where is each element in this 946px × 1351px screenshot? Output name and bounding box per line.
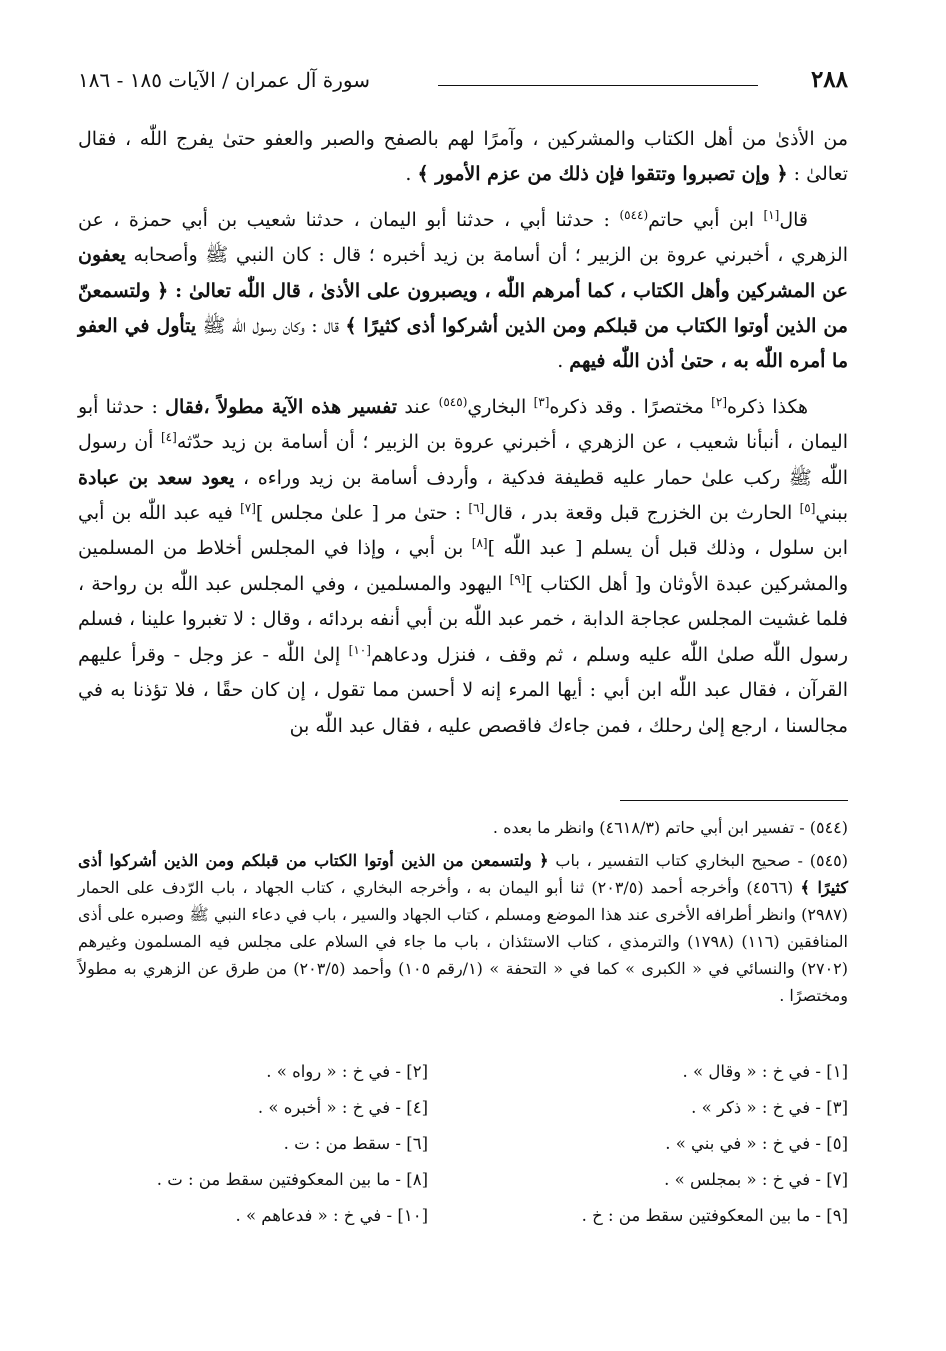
variant-note: [١] - في خ : « وقال » .: [682, 1062, 848, 1081]
text-run: أن رسول اللّٰه ﷺ ركب علىٰ حمار عليه قطيفة فدكية ، وأردف أسامة بن زيد وراءه ،: [78, 431, 848, 489]
text-run: البخاري: [467, 395, 534, 418]
header-rule: [438, 85, 758, 86]
variant-note: [٣] - في خ : « ذكر » .: [691, 1098, 848, 1117]
paragraph-1: [78, 122, 848, 193]
variant-ref: [٧]: [240, 501, 256, 516]
variant-notes: [90, 1062, 848, 1252]
variant-ref: [١]: [763, 207, 780, 222]
text-run: إلىٰ اللّٰه - عز وجل - وقرأ عليهم القرآن ، فقال عبد اللّٰه ابن أبي : أيها المرء إنه لا أحسن مما تقول ، إن كان حقًا ، فلا تؤذنا به في مجالسنا ، ارجع إلىٰ رحلك ، فمن جاءك فاقصص عليه ، فقال عبد اللّٰه بن: [78, 643, 848, 737]
quran-verse: ﴿ ولتسمعن من الذين أوتوا الكتاب من قبلكم ومن الذين أشركوا أذى كثيرًا ﴾: [78, 851, 848, 897]
variant-note: [٨] - ما بين المعكوفتين سقط من : ت .: [156, 1170, 428, 1189]
text-run: عند: [397, 395, 439, 418]
footnote-ref: (٥٤٤): [619, 207, 649, 222]
quran-verse: ﴿ ولتسمعنّ من الذين أوتوا الكتاب من قبلكم ومن الذين أشركوا أذى كثيرًا ﴾: [78, 279, 848, 338]
text-run: قال : وكان رسول اللّٰه ﷺ: [196, 315, 346, 338]
page-header: [78, 66, 848, 100]
footnotes: [78, 814, 848, 1015]
text-run: قال: [779, 208, 808, 231]
text-run: : حتىٰ مر [ علىٰ مجلس ]: [255, 502, 469, 525]
text-run: اليهود والمسلمين ، وفي المجلس عبد اللّٰه بن رواحة ، فلما غشيت المجلس عجاجة الدابة ، خمر عبد اللّٰه بن أبي أنفه بردائه ، وقال : لا تغبروا علينا ، فسلم رسول اللّٰه صلىٰ اللّٰه عليه وسلم ، ثم وقف ، فنزل ودعاهم: [78, 572, 848, 666]
variant-ref: [٢]: [711, 394, 727, 409]
paragraph-2: [78, 203, 848, 380]
text-run: الحارث بن الخزرج قبل وقعة بدر ، قال: [484, 502, 800, 525]
text-run: .: [557, 350, 570, 373]
variant-note: [٤] - في خ : « أخبره » .: [257, 1098, 428, 1117]
footnote-ref: (٥٤٥): [438, 394, 468, 409]
variant-ref: [٩]: [509, 571, 526, 586]
variant-ref: [٣]: [533, 394, 550, 409]
variant-note: [٢] - في خ : « رواه » .: [266, 1062, 428, 1081]
text-run: : حدثنا أبو اليمان ، أنبأنا شعيب ، عن الزهري ، أخبرني عروة بن الزبير ؛ أن أسامة بن زيد حدّثه: [78, 395, 848, 454]
text-run: مختصرًا . وقد ذكره: [549, 395, 712, 418]
bold-run: يعود سعد بن عبادة: [78, 466, 235, 489]
footnote-545: [78, 847, 848, 1009]
bold-run: يتأول في العفو ما أمره اللّٰه به ، حتىٰ أذن اللّٰه فيهم: [78, 315, 848, 373]
paragraph-3: [78, 390, 848, 744]
page-number: ٢٨٨: [810, 66, 848, 93]
main-text: [78, 122, 848, 754]
quran-verse: ﴿ وإن تصبروا وتتقوا فإن ذلك من عزم الأمور ﴾: [417, 163, 788, 186]
variant-ref: [٥]: [799, 501, 816, 516]
running-title: سورة آل عمران / الآيات ١٨٥ - ١٨٦: [78, 68, 371, 92]
variant-ref: [١٠]: [348, 642, 371, 657]
footnote-rule: [620, 800, 848, 801]
footnote-544: (٥٤٤) - تفسير ابن أبي حاتم (٤٦١٨/٣) وانظر ما بعده .: [492, 818, 848, 837]
variant-ref: [٨]: [471, 536, 488, 551]
text-run: ابن أبي حاتم: [648, 208, 764, 231]
variant-ref: [٤]: [160, 430, 177, 445]
variant-ref: [٦]: [468, 501, 485, 516]
variant-note: [١٠] - في خ : « فدعاهم » .: [235, 1206, 428, 1225]
text-run: هكذا ذكره: [727, 395, 808, 418]
bold-run: يعفون عن المشركين وأهل الكتاب ، كما أمرهم اللّٰه ، ويصبرون على الأذىٰ ، قال اللّٰه تعالىٰ :: [78, 244, 848, 302]
text-run: من الأذىٰ من أهل الكتاب والمشركين ، وآمرًا لهم بالصفح والصبر والعفو حتىٰ يفرج اللّٰه ، فقال تعالىٰ :: [78, 128, 848, 186]
variant-note: [٧] - في خ : « بمجلس » .: [664, 1170, 848, 1189]
text-run: (٤٥٦٦) وأخرجه أحمد (٢٠٣/٥) ثنا أبو اليمان به ، وأخرجه البخاري ، كتاب الجهاد ، باب الرّدف على الحمار (٢٩٨٧) وانظر أطرافه الأخرى عند هذا الموضع ومسلم ، كتاب الجهاد والسير ، باب في دعاء النبي ﷺ وصبره على أذى المنافقين (١١٦) (١٧٩٨) والترمذي ، كتاب الاستئذان ، باب ما جاء في السلام على مجلس فيه المسلمون وغيرهم (٢٧٠٢) والنسائي في « الكبرى » كما في « التحفة » (١/رقم ١٠٥) وأحمد (٢٠٣/٥) من طرق عن الزهري به مطولاً ومختصرًا .: [78, 878, 849, 1005]
text-run: .: [405, 163, 418, 186]
variant-note: [٦] - سقط من : ت .: [283, 1134, 428, 1153]
bold-run: تفسير هذه الآية مطولاً ،فقال: [165, 395, 398, 418]
text-run: فيه عبد اللّٰه بن أبي ابن سلول ، وذلك قبل أن يسلم [ عبد اللّٰه ]: [78, 502, 848, 560]
text-run: بن أبي ، وإذا في المجلس أخلاط من المسلمين والمشركين عبدة الأوثان و[ أهل الكتاب ]: [78, 537, 849, 595]
variant-note: [٥] - في خ : « في بني » .: [665, 1134, 848, 1153]
text-run: (٥٤٥) - صحيح البخاري كتاب التفسير ، باب: [548, 851, 848, 870]
variant-note: [٩] - ما بين المعكوفتين سقط من : خ .: [581, 1206, 848, 1225]
text-run: : حدثنا أبي ، حدثنا أبو اليمان ، حدثنا شعيب بن أبي حمزة ، عن الزهري ، أخبرني عروة بن الزبير ؛ أن أسامة بن زيد أخبره ؛ قال : كان النبي ﷺ وأصحابه: [78, 208, 848, 267]
text-run: ببني: [815, 502, 848, 525]
